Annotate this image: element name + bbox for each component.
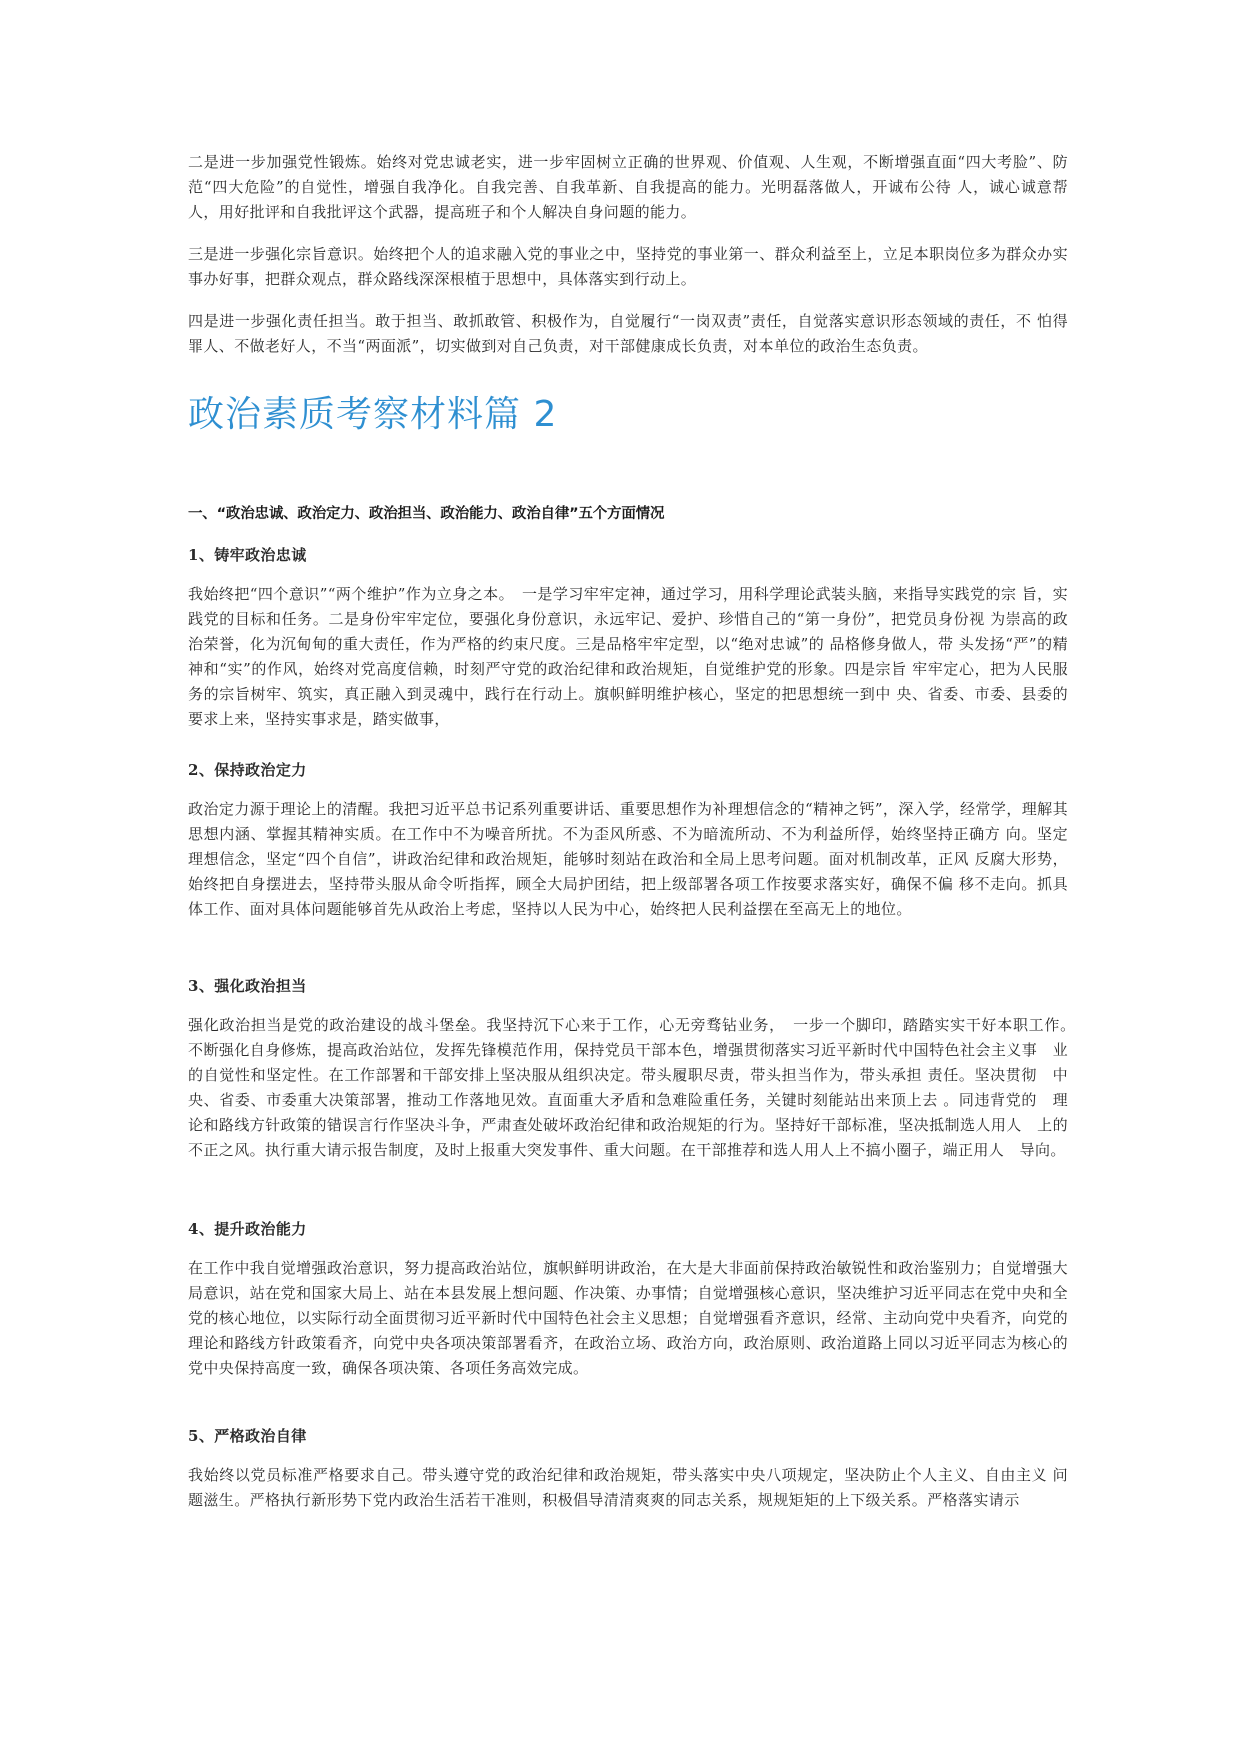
intro-paragraph-2: 二是进一步加强党性锻炼。始终对党忠诚老实，进一步牢固树立正确的世界观、价值观、人生观，不断增强直面“四大考脸”、防范“四大危险”的自觉性，增强自我净化。自我完善、自我革新、自我提高的能力。光明磊落做人，开诚布公待 人，诚心诚意帮人，用好批评和自我批评这个武器，提高班子和个人解决自身问题的能力。	[188, 153, 1068, 221]
subsection-body-1: 我始终把“四个意识”“两个维护”作为立身之本。 一是学习牢牢定神，通过学习，用科学理论武装头脑，来指导实践党的宗 旨，实践党的目标和任务。二是身份牢牢定位，要强化身份意识，永远牢记、爱护、珍惜自己的“第一身份”，把党员身份视 为崇高的政治荣誉，化为沉甸甸的重大责任，作为严格的约束尺度。三是品格牢牢定型，以“绝对忠诚”的 品格修身做人，带 头发扬“严”的精神和“实”的作风，始终对党高度信赖，时刻严守党的政治纪律和政治规矩，自觉维护党的形象。四是宗旨 牢牢定心，把为人民服务的宗旨树牢、筑实，真正融入到灵魂中，践行在行动上。旗帜鲜明维护核心，坚定的把思想统一到中 央、省委、市委、县委的要求上来，坚持实事求是，踏实做事，	[188, 585, 1068, 728]
article-title: 政治素质考察材料篇 2	[188, 394, 558, 435]
subsection-heading-3: 3、强化政治担当	[188, 977, 307, 995]
section-heading: 一、“政治忠诚、政治定力、政治担当、政治能力、政治自律”五个方面情况	[188, 506, 665, 522]
subsection-heading-2: 2、保持政治定力	[188, 761, 307, 779]
subsection-heading-1: 1、铸牢政治忠诚	[188, 546, 307, 564]
subsection-heading-4: 4、提升政治能力	[188, 1220, 307, 1238]
subsection-body-5: 我始终以党员标准严格要求自己。带头遵守党的政治纪律和政治规矩，带头落实中央八项规定，坚决防止个人主义、自由主义 问题滋生。严格执行新形势下党内政治生活若干准则，积极倡导清清爽爽的同志关系，规规矩矩的上下级关系。严格落实请示	[188, 1466, 1068, 1509]
intro-paragraph-3: 三是进一步强化宗旨意识。始终把个人的追求融入党的事业之中，坚持党的事业第一、群众利益至上，立足本职岗位多为群众办实事办好事，把群众观点，群众路线深深根植于思想中，具体落实到行动上。	[188, 245, 1068, 288]
intro-paragraph-4: 四是进一步强化责任担当。敢于担当、敢抓敢管、积极作为，自觉履行“一岗双责”责任，自觉落实意识形态领域的责任，不 怕得罪人、不做老好人，不当“两面派”，切实做到对自己负责，对干部健康成长负责，对本单位的政治生态负责。	[188, 312, 1068, 355]
subsection-body-4: 在工作中我自觉增强政治意识，努力提高政治站位，旗帜鲜明讲政治，在大是大非面前保持政治敏锐性和政治鉴别力；自觉增强大局意识，站在党和国家大局上、站在本县发展上想问题、作决策、办事情；自觉增强核心意识，坚决维护习近平同志在党中央和全党的核心地位，以实际行动全面贯彻习近平新时代中国特色社会主义思想；自觉增强看齐意识，经常、主动向党中央看齐，向党的理论和路线方针政策看齐，向党中央各项决策部署看齐，在政治立场、政治方向，政治原则、政治道路上同以习近平同志为核心的党中央保持高度一致，确保各项决策、各项任务高效完成。	[188, 1259, 1068, 1377]
subsection-body-3: 强化政治担当是党的政治建设的战斗堡垒。我坚持沉下心来于工作，心无旁骛钻业务， 一步一个脚印，踏踏实实干好本职工作。 不断强化自身修炼，提高政治站位，发挥先锋模范作用，保持党员干部本色，增强贯彻落实习近平新时代中国特色社会主义事 业的自觉性和坚定性。在工作部署和干部安排上坚决服从组织决定。带头履职尽责，带头担当作为，带头承担 责任。坚决贯彻 中央、省委、市委重大决策部署，推动工作落地见效。直面重大矛盾和急难险重任务，关键时刻能站出来顶上去 。同违背党的 理论和路线方针政策的错误言行作坚决斗争，严肃查处破坏政治纪律和政治规矩的行为。坚持好干部标准，坚决抵制选人用人 上的不正之风。执行重大请示报告制度，及时上报重大突发事件、重大问题。在干部推荐和选人用人上不搞小圈子，端正用人 导向。	[188, 1016, 1084, 1159]
subsection-body-2: 政治定力源于理论上的清醒。我把习近平总书记系列重要讲话、重要思想作为补理想信念的“精神之钙”，深入学，经常学，理解其思想内涵、掌握其精神实质。在工作中不为噪音所扰。不为歪风所惑、不为暗流所动、不为利益所俘，始终坚持正确方 向。坚定理想信念，坚定“四个自信”，讲政治纪律和政治规矩，能够时刻站在政治和全局上思考问题。面对机制改革，正风 反腐大形势，始终把自身摆进去，坚持带头服从命令听指挥，顾全大局护团结，把上级部署各项工作按要求落实好，确保不偏 移不走向。抓具体工作、面对具体问题能够首先从政治上考虑，坚持以人民为中心，始终把人民利益摆在至高无上的地位。	[188, 800, 1068, 918]
subsection-heading-5: 5、严格政治自律	[188, 1427, 307, 1445]
